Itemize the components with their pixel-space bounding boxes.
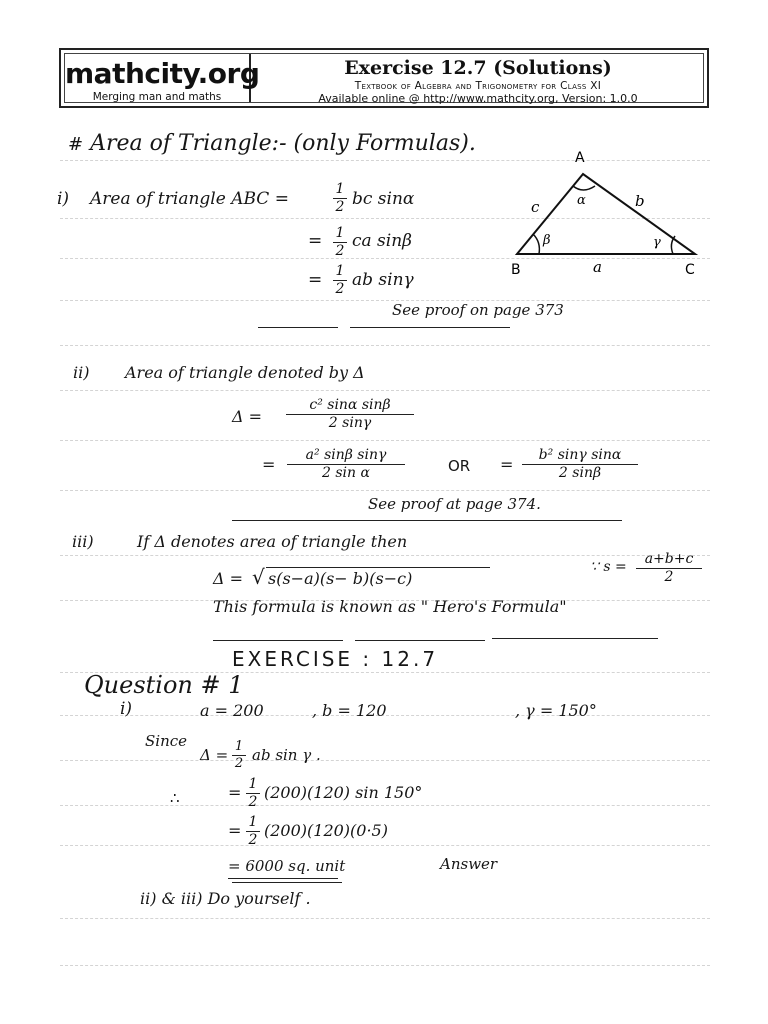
fraction-denominator: 2 sin α — [322, 465, 370, 482]
half-fraction — [246, 777, 260, 811]
header-inner-border — [64, 53, 704, 103]
half-fraction — [246, 815, 260, 849]
angle-gamma-label: γ — [653, 235, 661, 250]
since-label: Since — [145, 732, 188, 750]
since-eq: Δ = — [200, 746, 229, 764]
part1-line1-left: Area of triangle ABC = — [90, 189, 289, 209]
part2-text: Area of triangle denoted by Δ — [125, 363, 365, 382]
half-numerator: 1 — [248, 776, 258, 792]
result-underline — [228, 878, 338, 879]
radical-bar — [266, 567, 490, 568]
page-title: Exercise 12.7 (Solutions) — [344, 57, 612, 79]
question-heading: Question # 1 — [84, 671, 244, 699]
therefore-symbol: ∴ — [170, 789, 180, 807]
half-fraction — [333, 182, 347, 216]
angle-beta-arc — [533, 234, 539, 254]
part1-label: i) — [57, 189, 70, 209]
title-block — [253, 54, 703, 105]
separator-line — [213, 640, 343, 641]
half-fraction — [333, 264, 347, 298]
part1-line3-eq: = — [308, 270, 323, 290]
half-denominator: 2 — [248, 794, 258, 811]
step3-result: = 6000 sq. unit — [228, 857, 346, 875]
herons-formula-root: s(s−a)(s− b)(s−c) — [268, 569, 413, 588]
part2-eq-2: = — [500, 455, 514, 474]
formula-fraction-1 — [286, 398, 414, 432]
half-denominator: 2 — [248, 832, 258, 849]
fraction-denominator: 2 sinγ — [328, 415, 372, 432]
half-denominator: 2 — [234, 756, 244, 772]
part2-proof-note: See proof at page 374. — [368, 495, 541, 513]
half-denominator: 2 — [335, 281, 345, 298]
ruled-line — [60, 965, 710, 966]
half-numerator: 1 — [248, 814, 258, 830]
brand-block — [65, 54, 260, 103]
side-b-label: b — [635, 192, 645, 210]
half-fraction — [232, 740, 246, 772]
angle-alpha-arc — [573, 186, 595, 190]
half-denominator: 2 — [335, 199, 345, 216]
fraction-numerator: b² sinγ sinα — [538, 447, 622, 463]
s-definition-label: ∵ s = — [590, 559, 627, 575]
s-definition-fraction — [636, 552, 702, 586]
fraction-denominator: 2 — [664, 569, 674, 586]
brand-name: mathcity.org — [65, 57, 260, 90]
since-rhs: ab sin γ . — [252, 746, 321, 764]
step1-rhs: (200)(120) sin 150° — [264, 783, 423, 802]
separator-line — [492, 638, 658, 639]
half-numerator: 1 — [335, 263, 345, 279]
ruled-line — [60, 918, 710, 919]
herons-formula-left: Δ = — [213, 569, 244, 588]
items-2-3-note: ii) & iii) Do yourself . — [140, 889, 311, 908]
part1-line3-right: ab sinγ — [352, 270, 414, 290]
ruled-line — [60, 490, 710, 491]
half-numerator: 1 — [335, 225, 345, 241]
vertex-a-label: A — [575, 150, 585, 166]
part3-label: iii) — [72, 532, 94, 551]
half-numerator: 1 — [234, 739, 244, 754]
page-subtitle: Textbook of Algebra and Trigonometry for Class XI — [354, 80, 602, 92]
or-label: OR — [448, 457, 471, 475]
formula-fraction-3 — [522, 448, 638, 482]
item1-b-value: , b = 120 — [312, 701, 387, 720]
document-header — [59, 48, 709, 108]
part3-text: If Δ denotes area of triangle then — [137, 532, 408, 551]
formula-fraction-2 — [287, 448, 405, 482]
ruled-line — [60, 760, 710, 761]
half-numerator: 1 — [335, 181, 345, 197]
square-root-sign: √ — [252, 565, 265, 589]
ruled-line — [60, 390, 710, 391]
part1-line2-eq: = — [308, 231, 323, 251]
result-underline — [232, 882, 342, 883]
notes-heading — [68, 132, 476, 156]
half-denominator: 2 — [335, 243, 345, 260]
part2-delta-eq: Δ = — [232, 407, 263, 426]
item1-gamma-value: , γ = 150° — [515, 701, 597, 720]
fraction-numerator: a+b+c — [644, 551, 694, 567]
ruled-line — [60, 300, 710, 301]
vertex-b-label: B — [511, 262, 521, 278]
fraction-denominator: 2 sinβ — [558, 465, 602, 482]
part1-line1-right: bc sinα — [352, 189, 415, 209]
item1-label: i) — [120, 699, 133, 719]
angle-beta-label: β — [543, 233, 551, 248]
separator-line — [232, 520, 622, 521]
ruled-line — [60, 345, 710, 346]
half-fraction — [333, 226, 347, 260]
step2-rhs: (200)(120)(0·5) — [264, 821, 388, 840]
part2-eq: = — [262, 455, 276, 474]
triangle-figure — [505, 148, 710, 278]
side-a-label: a — [593, 258, 602, 276]
ruled-line — [60, 440, 710, 441]
separator-line — [355, 640, 485, 641]
part1-proof-note: See proof on page 373 — [392, 301, 564, 319]
separator-line — [350, 327, 510, 328]
fraction-numerator: a² sinβ sinγ — [305, 447, 387, 463]
part1-line2-right: ca sinβ — [352, 231, 412, 251]
notes-heading-text: Area of Triangle:- (only Formulas). — [90, 131, 476, 156]
online-link-text: Available online @ http://www.mathcity.org, Version: 1.0.0 — [318, 92, 638, 105]
side-c-label: c — [531, 198, 540, 216]
ruled-line — [60, 555, 710, 556]
step2-eq: = — [228, 821, 242, 840]
item1-a-value: a = 200 — [200, 701, 264, 720]
angle-alpha-label: α — [577, 193, 586, 208]
brand-tagline: Merging man and maths — [92, 91, 222, 103]
exercise-title: EXERCISE : 12.7 — [232, 647, 439, 671]
part2-label: ii) — [73, 363, 90, 382]
fraction-numerator: c² sinα sinβ — [309, 397, 391, 413]
vertex-c-label: C — [685, 262, 695, 278]
step1-eq: = — [228, 783, 242, 802]
ruled-line — [60, 805, 710, 806]
answer-label: Answer — [440, 855, 498, 873]
herons-formula-note: This formula is known as " Hero's Formula" — [213, 597, 567, 616]
hash-mark: # — [68, 134, 84, 155]
ruled-line — [60, 845, 710, 846]
separator-line — [258, 327, 338, 328]
